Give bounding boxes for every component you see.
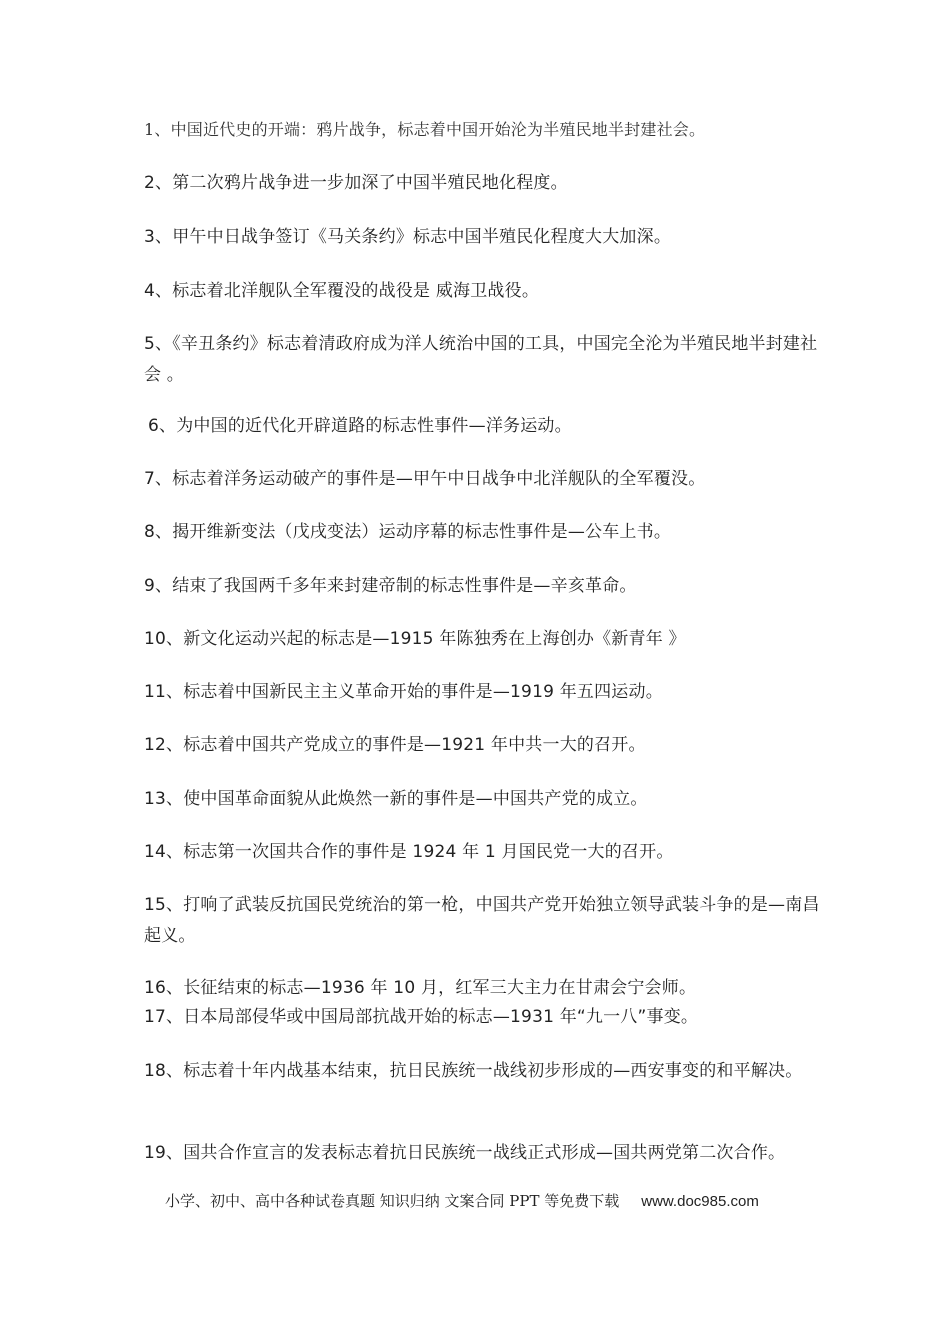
list-item-9: 9、结束了我国两千多年来封建帝制的标志性事件是—辛亥革命。 <box>144 576 637 596</box>
list-item-17: 17、日本局部侵华或中国局部抗战开始的标志—1931 年“九一八”事变。 <box>144 1007 699 1027</box>
list-item-3: 3、甲午中日战争签订《马关条约》标志中国半殖民化程度大大加深。 <box>144 227 672 247</box>
list-item-14: 14、标志第一次国共合作的事件是 1924 年 1 月国民党一大的召开。 <box>144 842 674 862</box>
footer-url[interactable]: www.doc985.com <box>641 1193 759 1210</box>
list-item-12: 12、标志着中国共产党成立的事件是—1921 年中共一大的召开。 <box>144 735 646 755</box>
list-item-4: 4、标志着北洋舰队全军覆没的战役是 威海卫战役。 <box>144 281 540 301</box>
list-item-11: 11、标志着中国新民主主义革命开始的事件是—1919 年五四运动。 <box>144 682 663 702</box>
footer-text: 小学、初中、高中各种试卷真题 知识归纳 文案合同 PPT 等免费下载 <box>165 1192 620 1210</box>
list-item-6: 6、为中国的近代化开辟道路的标志性事件—洋务运动。 <box>148 416 572 436</box>
list-item-5: 5、《辛丑条约》标志着清政府成为洋人统治中国的工具，中国完全沦为半殖民地半封建社会 。 <box>144 334 818 385</box>
list-item-18: 18、标志着十年内战基本结束，抗日民族统一战线初步形成的—西安事变的和平解决。 <box>144 1061 803 1081</box>
list-item-13: 13、使中国革命面貌从此焕然一新的事件是—中国共产党的成立。 <box>144 789 648 809</box>
list-item-7: 7、标志着洋务运动破产的事件是—甲午中日战争中北洋舰队的全军覆没。 <box>144 469 706 489</box>
list-item-15: 15、打响了武装反抗国民党统治的第一枪，中国共产党开始独立领导武装斗争的是—南昌起义。 <box>144 895 820 946</box>
list-item-19: 19、国共合作宣言的发表标志着抗日民族统一战线正式形成—国共两党第二次合作。 <box>144 1143 786 1163</box>
list-item-1: 1、中国近代史的开端：鸦片战争，标志着中国开始沦为半殖民地半封建社会。 <box>144 120 706 139</box>
list-item-8: 8、揭开维新变法（戊戌变法）运动序幕的标志性事件是—公车上书。 <box>144 522 672 542</box>
page-footer <box>165 1190 865 1213</box>
list-item-10: 10、新文化运动兴起的标志是—1915 年陈独秀在上海创办《新青年 》 <box>144 629 686 649</box>
list-item-2: 2、第二次鸦片战争进一步加深了中国半殖民地化程度。 <box>144 173 568 193</box>
list-item-16: 16、长征结束的标志—1936 年 10 月，红军三大主力在甘肃会宁会师。 <box>144 978 697 998</box>
